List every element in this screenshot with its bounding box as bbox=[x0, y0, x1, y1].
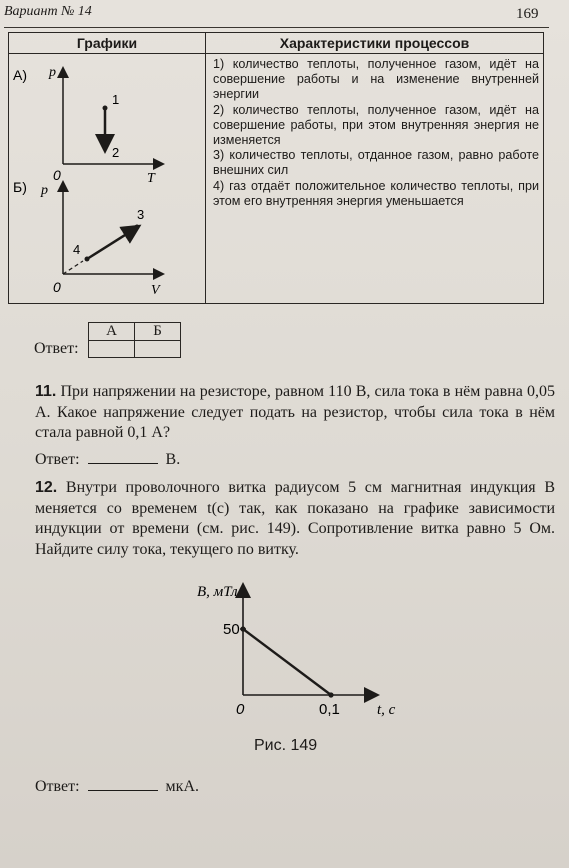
graph-b-x-axis-label: V bbox=[151, 283, 160, 298]
variant-header: Вариант № 14 bbox=[4, 4, 92, 19]
graph-b-origin: 0 bbox=[53, 279, 61, 295]
process-1: 1) количество теплоты, полученное газом, идёт на совершение работы и на изменение внутренней энергии bbox=[213, 57, 539, 102]
series-line-b-of-t bbox=[243, 629, 331, 695]
process-4: 4) газ отдаёт положительное количество теплоты, при этом его внутренняя энергия уменьшается bbox=[213, 178, 539, 208]
figure-caption: Рис. 149 bbox=[254, 737, 318, 754]
x-tick-label-0-1: 0,1 bbox=[319, 701, 340, 718]
graph-a-origin: 0 bbox=[53, 167, 61, 183]
question-11-text: При напряжении на резисторе, равном 110 В, сила тока в нём равна 0,05 А. Какое напряжение следует подать на резистор, чтобы сила тока в нём стала равной 0,1 А? bbox=[35, 383, 555, 441]
graph-b-point-3-label: 3 bbox=[137, 207, 145, 222]
question-11-unit: В. bbox=[165, 451, 181, 468]
answer-table-label: Ответ: bbox=[34, 340, 79, 357]
question-12-number: 12. bbox=[35, 479, 58, 496]
graph-b-label: Б) bbox=[13, 179, 27, 195]
graph-a-point-1-label: 1 bbox=[112, 92, 120, 107]
process-2: 2) количество теплоты, полученное газом, идёт на совершение работы, при этом внутренняя энергия не изменяется bbox=[213, 102, 539, 148]
graphs-column-header: Графики bbox=[9, 33, 206, 54]
figure-origin: 0 bbox=[236, 701, 245, 718]
figure-y-axis-label: B, мТл bbox=[197, 584, 238, 600]
answer-col-a-header: А bbox=[89, 323, 135, 341]
answer-col-b-header: Б bbox=[135, 323, 181, 341]
page-number: 169 bbox=[516, 6, 539, 22]
processes-column-header: Характеристики процессов bbox=[206, 33, 544, 54]
data-point-2 bbox=[328, 692, 333, 697]
graph-a-x-axis-label: T bbox=[147, 171, 155, 186]
question-11-number: 11. bbox=[35, 383, 57, 400]
question-12-answer-blank[interactable] bbox=[88, 776, 158, 791]
graph-b-y-axis-label: p bbox=[41, 183, 48, 198]
question-12-text: Внутри проволочного витка радиусом 5 см магнитная индукция B меняется со временем t(с) так, как показано на графике зависимости индукции от времени (см. рис. 149). Сопротивление витка равно 5 Ом. Найдите силу тока, текущего по витку. bbox=[35, 479, 555, 558]
graph-a-y-axis-label: p bbox=[49, 65, 56, 80]
question-12-answer-label: Ответ: bbox=[35, 778, 80, 795]
figure-x-axis-label: t, с bbox=[377, 702, 396, 718]
graph-a-point-2-label: 2 bbox=[112, 145, 120, 160]
question-12-answer bbox=[35, 776, 199, 796]
question-12-unit: мкА. bbox=[165, 778, 199, 795]
graph-b-point-4-label: 4 bbox=[73, 242, 81, 257]
question-11-answer-label: Ответ: bbox=[35, 451, 80, 468]
graph-a-label: А) bbox=[13, 67, 27, 83]
process-3: 3) количество теплоты, отданное газом, равно работе внешних сил bbox=[213, 148, 539, 178]
y-tick-label-50: 50 bbox=[223, 621, 240, 638]
